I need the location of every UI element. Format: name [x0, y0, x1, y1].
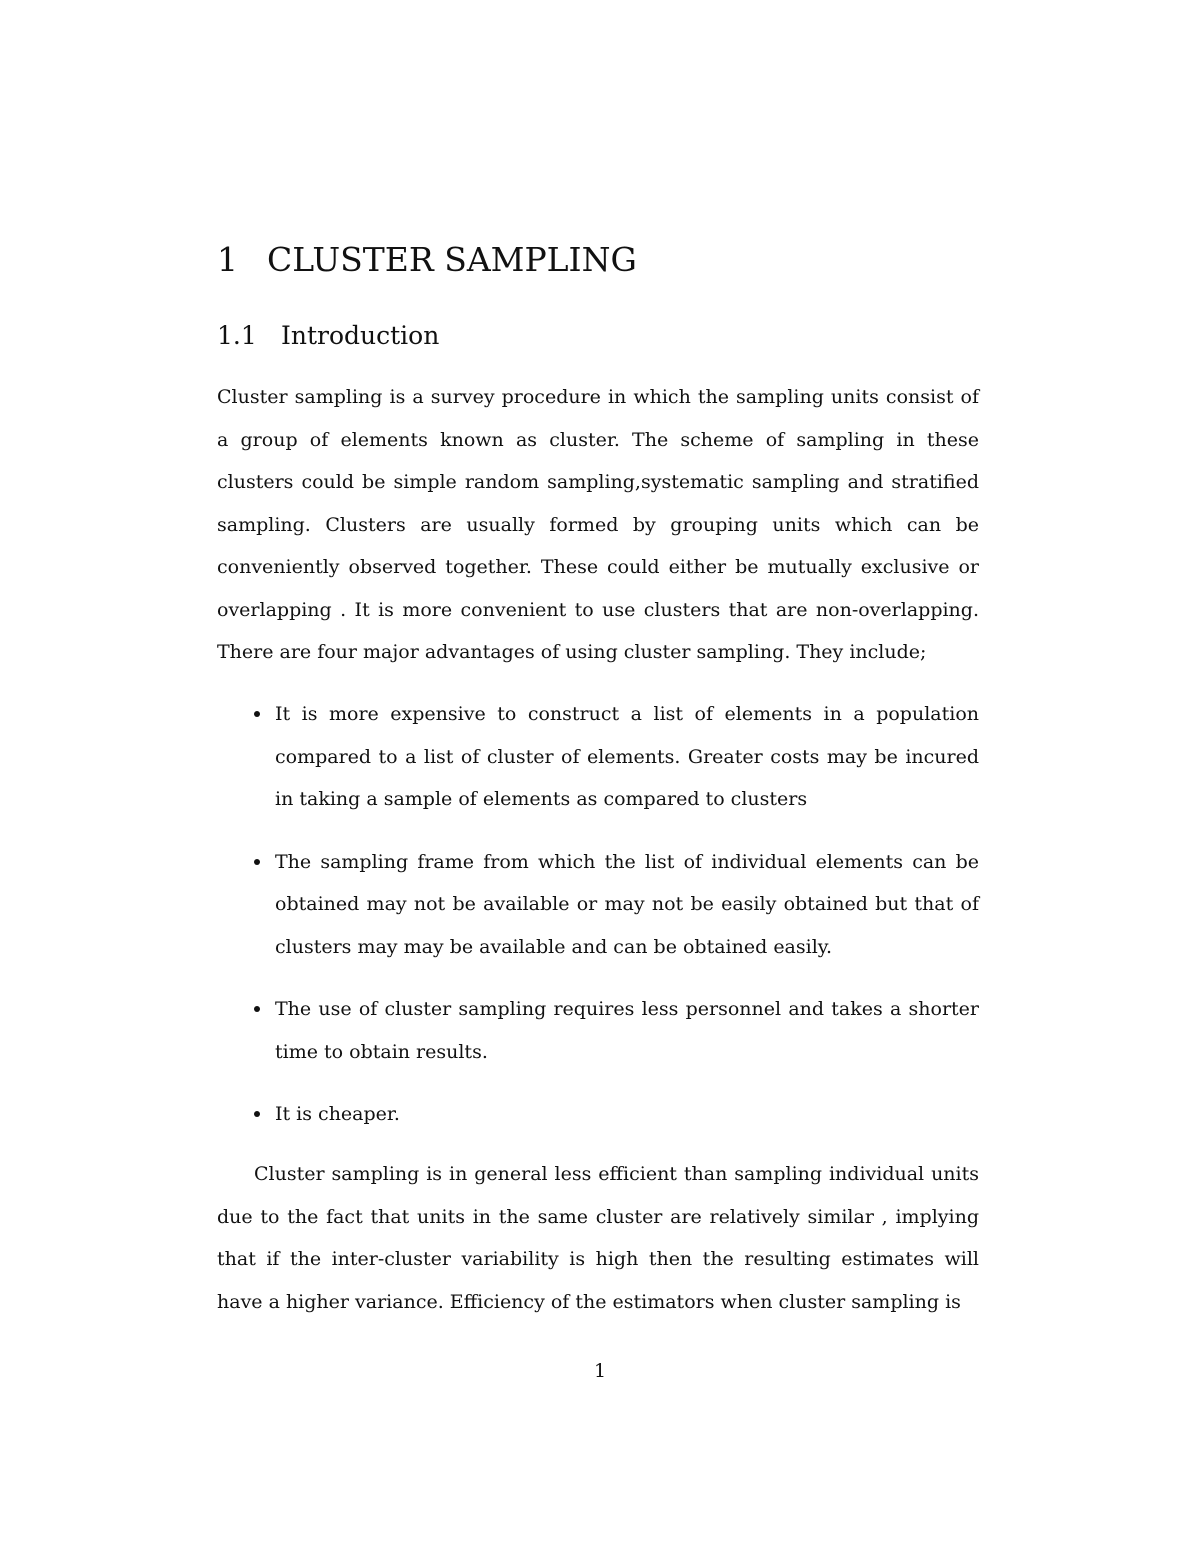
- bullet-icon: [254, 1006, 260, 1012]
- list-item: [217, 988, 979, 1073]
- list-item: [217, 841, 979, 969]
- page-number: 1: [593, 1360, 607, 1382]
- advantages-list: [217, 693, 979, 1156]
- list-item-text: It is cheaper.: [275, 1103, 400, 1125]
- list-item: [217, 693, 979, 821]
- section-title: CLUSTER SAMPLING: [267, 240, 637, 279]
- subsection-number: 1.1: [217, 321, 257, 350]
- list-item-text: The sampling frame from which the list of individual elements can be obtained may not be available or may not be easily obtained but that of clusters may may be available and can be obtained easily.: [275, 850, 979, 958]
- list-item: [217, 1093, 979, 1136]
- section-number: 1: [217, 240, 238, 279]
- subsection-title: Introduction: [281, 321, 440, 350]
- list-item-text: The use of cluster sampling requires less personnel and takes a shorter time to obtain results.: [275, 998, 979, 1063]
- bullet-icon: [254, 1111, 260, 1117]
- section-heading: [217, 238, 637, 282]
- subsection-heading: [217, 318, 439, 354]
- bullet-icon: [254, 859, 260, 865]
- bullet-icon: [254, 711, 260, 717]
- list-item-text: It is more expensive to construct a list of elements in a population compared to a list of cluster of elements. Greater costs may be incured in taking a sample of elements as compared to clusters: [275, 703, 979, 810]
- intro-paragraph: Cluster sampling is a survey procedure in which the sampling units consist of a group of elements known as cluster. The scheme of sampling in these clusters could be simple random sampling,systematic sampling and stratified sampling. Clusters are usually formed by grouping units which can be conveniently observed together. These could either be mutually exclusive or overlapping . It is more convenient to use clusters that are non-overlapping. There are four major advantages of using cluster sampling. They include;: [217, 386, 979, 663]
- efficiency-paragraph: Cluster sampling is in general less efficient than sampling individual units due to the fact that units in the same cluster are relatively similar , implying that if the inter-cluster variability is high then the resulting estimates will have a higher variance. Efficiency of the estimators when cluster sampling is: [217, 1163, 979, 1313]
